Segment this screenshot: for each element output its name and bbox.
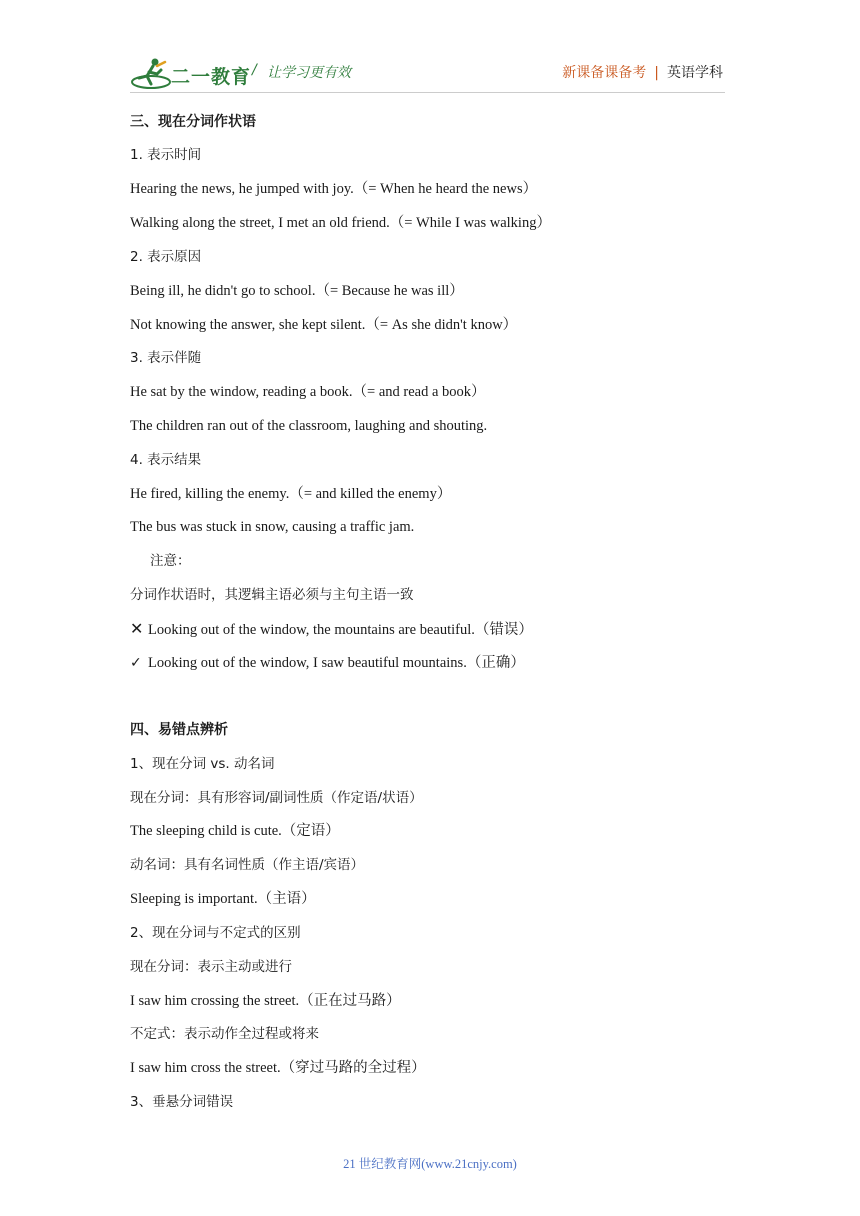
header-separator: | — [654, 65, 659, 81]
footer: 21 世纪教育网(www.21cnjy.com) — [343, 1157, 517, 1171]
note-label: 注意： — [150, 553, 191, 569]
subheading: 2. 表示原因 — [130, 249, 202, 265]
subheading: 3. 表示伴随 — [130, 350, 202, 366]
subject-label: 英语学科 — [667, 65, 723, 81]
header-divider — [130, 92, 725, 93]
slogan-separator: / — [252, 62, 257, 78]
example-sentence: The bus was stuck in snow, causing a traffic jam. — [130, 519, 415, 535]
example-sentence: He sat by the window, reading a book.（= and read a book） — [130, 384, 486, 400]
example-sentence: Walking along the street, I met an old friend.（= While I was walking） — [130, 215, 551, 231]
subheading: 3、垂悬分词错误 — [130, 1094, 234, 1110]
subheading: 1、现在分词 vs. 动名词 — [130, 756, 275, 772]
subheading: 2、现在分词与不定式的区别 — [130, 925, 301, 941]
definition: 现在分词：具有形容词/副词性质（作定语/状语） — [130, 790, 423, 806]
definition: 不定式：表示动作全过程或将来 — [130, 1026, 319, 1042]
correct-example — [130, 654, 525, 672]
correct-example-text: Looking out of the window, I saw beautiful mountains.（正确） — [148, 655, 525, 671]
section-heading: 三、现在分词作状语 — [130, 114, 256, 130]
example-sentence: He fired, killing the enemy.（= and killed the enemy） — [130, 486, 452, 502]
wrong-example-text: Looking out of the window, the mountains are beautiful.（错误） — [148, 622, 533, 638]
subheading: 1. 表示时间 — [130, 147, 202, 163]
example-sentence: The children ran out of the classroom, laughing and shouting. — [130, 418, 488, 434]
cross-icon: ✕ — [130, 619, 144, 638]
example-sentence: The sleeping child is cute.（定语） — [130, 823, 340, 839]
check-icon: ✓ — [130, 655, 142, 671]
page-header — [0, 0, 860, 100]
example-sentence: Hearing the news, he jumped with joy.（= When he heard the news） — [130, 181, 538, 197]
wrong-example — [130, 620, 533, 639]
example-sentence: Being ill, he didn't go to school.（= Because he was ill） — [130, 283, 464, 299]
logo — [131, 56, 252, 90]
note-text: 分词作状语时，其逻辑主语必须与主句主语一致 — [130, 587, 414, 603]
logo-text: 二一教育 — [171, 66, 252, 88]
example-sentence: Sleeping is important.（主语） — [130, 891, 316, 907]
example-sentence: I saw him cross the street.（穿过马路的全过程） — [130, 1060, 426, 1076]
example-sentence: I saw him crossing the street.（正在过马路） — [130, 993, 401, 1009]
example-sentence: Not knowing the answer, she kept silent.（= As she didn't know） — [130, 317, 518, 333]
subheading: 4. 表示结果 — [130, 452, 202, 468]
course-label: 新课备课备考 — [562, 65, 647, 81]
definition: 现在分词：表示主动或进行 — [130, 959, 292, 975]
slogan: 让学习更有效 — [267, 65, 351, 81]
section-heading: 四、易错点辨析 — [130, 722, 228, 738]
runner-logo-icon — [131, 56, 171, 90]
definition: 动名词：具有名词性质（作主语/宾语） — [130, 857, 365, 873]
header-right — [562, 62, 723, 82]
